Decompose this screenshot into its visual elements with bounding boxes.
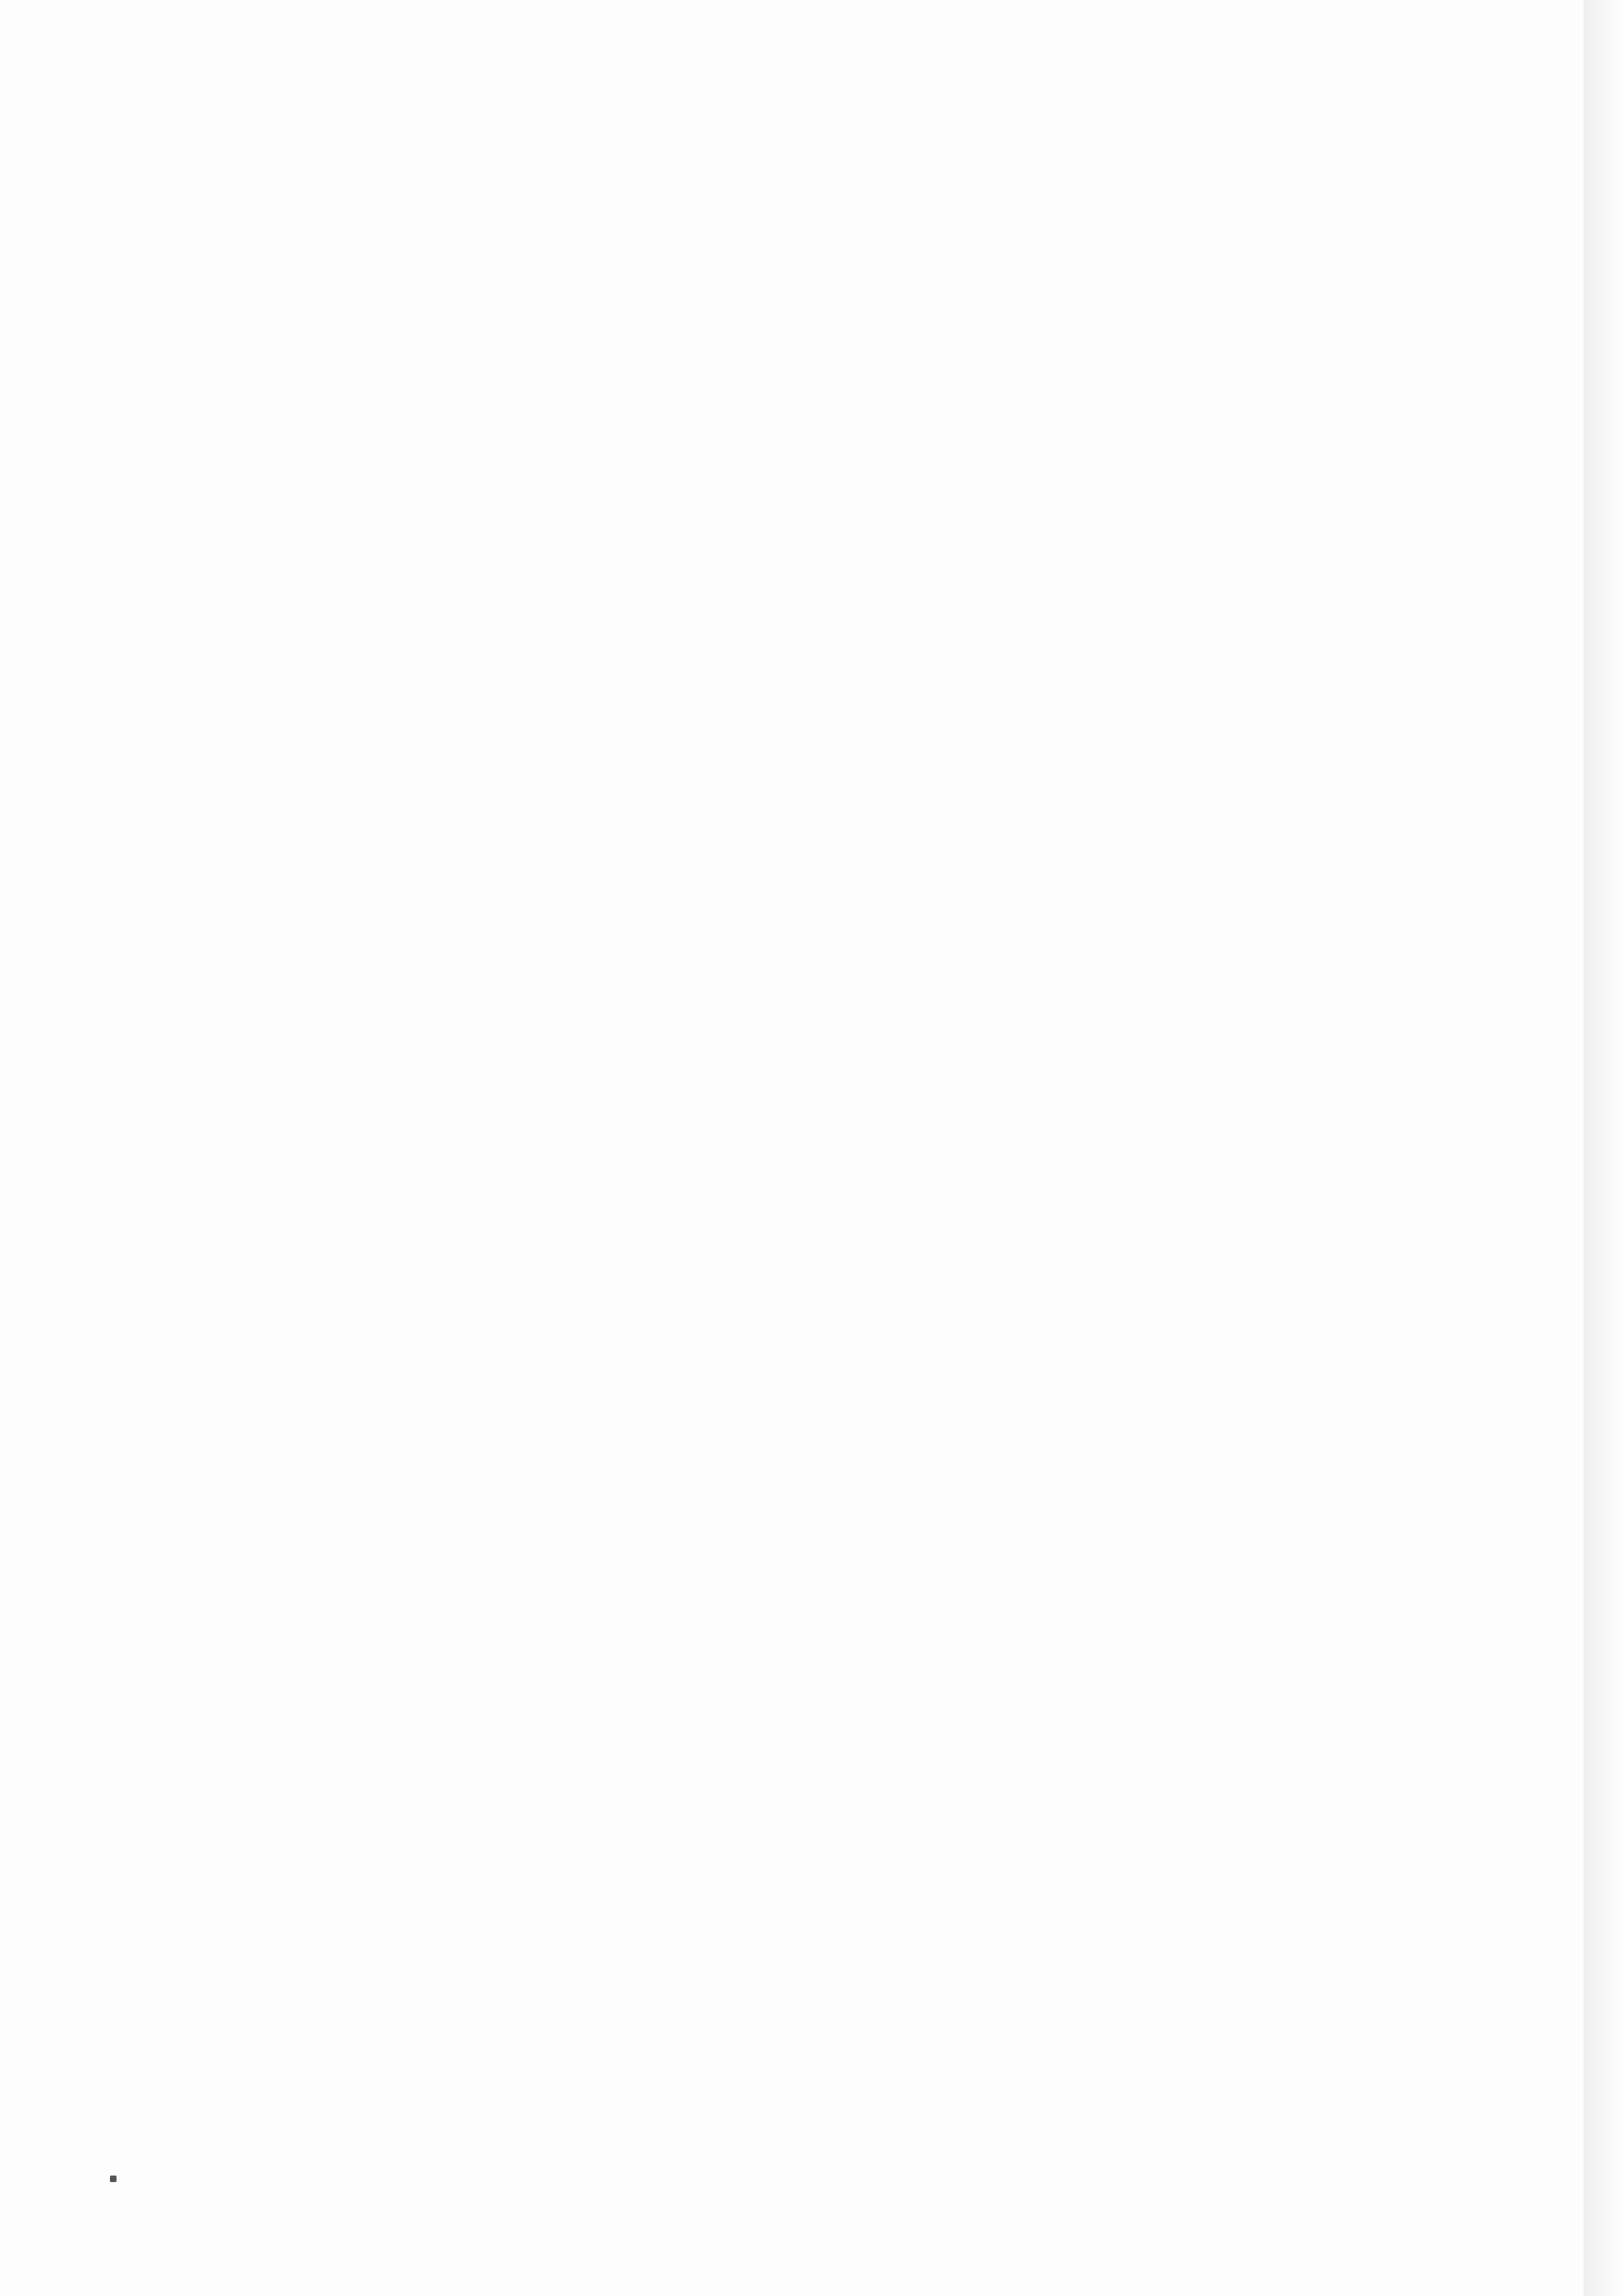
scan-artifact bbox=[110, 2176, 117, 2182]
scan-edge-shadow bbox=[1583, 0, 1624, 2296]
